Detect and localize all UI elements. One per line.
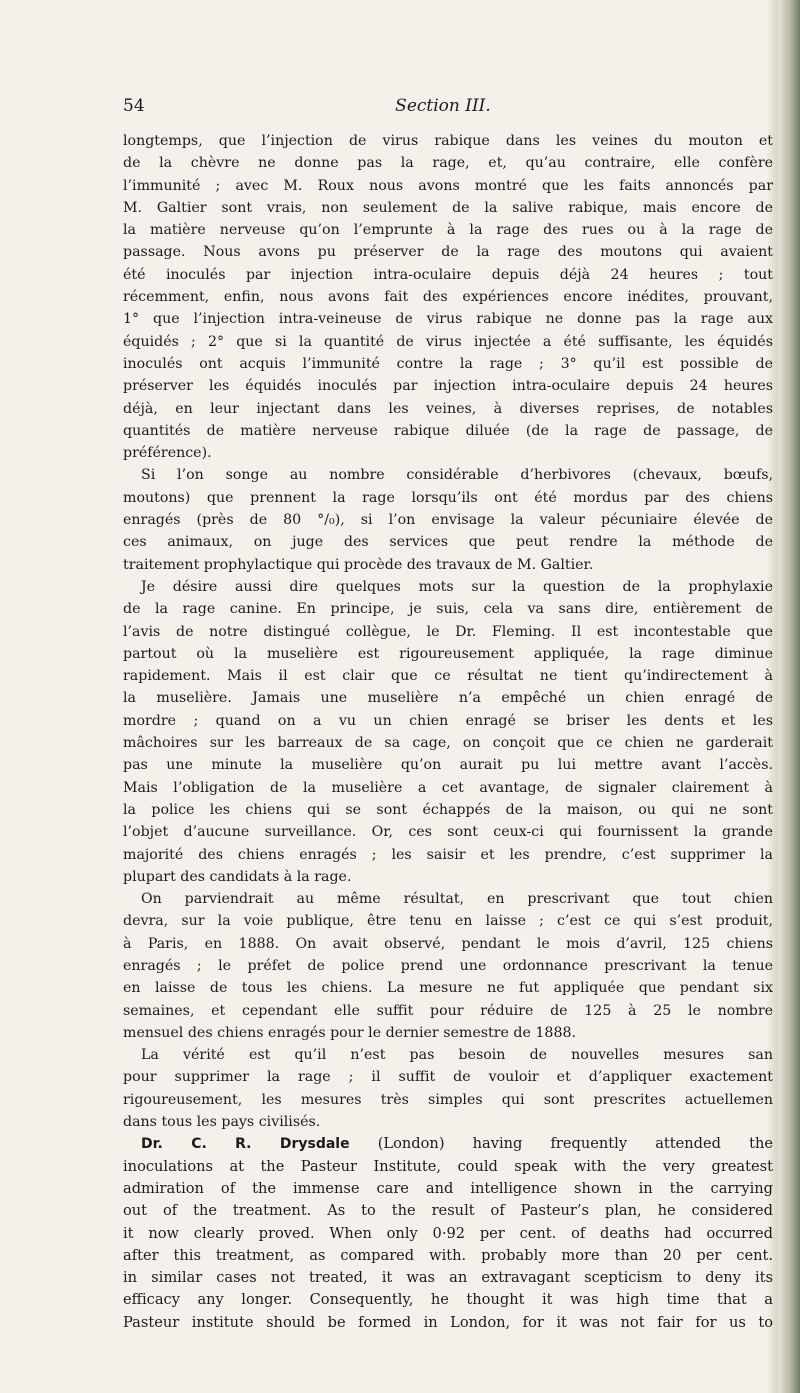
text-line: Pasteur institute should be formed in London, for it was not fair for us to [123,1313,773,1331]
text-line: à Paris, en 1888. On avait observé, pendant le mois d’avril, 125 chiens [123,935,773,952]
text-body [123,130,773,1334]
text-line: l’avis de notre distingué collègue, le Dr. Fleming. Il est incontestable que [123,623,773,640]
text-line: de la chèvre ne donne pas la rage, et, qu’au contraire, elle confère [123,155,773,172]
text-line: en laisse de tous les chiens. La mesure ne fut appliquée que pendant six [123,980,773,997]
text-line: équidés ; 2° que si la quantité de virus injectée a été suffisante, les équidés [123,333,773,350]
text-line: in similar cases not treated, it was an extravagant scepticism to deny its [123,1269,773,1287]
book-spine [778,0,800,1393]
text-line: moutons) que prennent la rage lorsqu’ils ont été mordus par des chiens [123,489,773,506]
text-line: majorité des chiens enragés ; les saisir et les prendre, c’est supprimer la [123,846,773,863]
text-line: enragés ; le préfet de police prend une ordonnance prescrivant la tenue [123,957,773,974]
text-line: préserver les équidés inoculés par injection intra-oculaire depuis 24 heures [123,378,773,395]
text-line: efficacy any longer. Consequently, he thought it was high time that a [123,1291,773,1309]
text-line: traitement prophylactique qui procède des travaux de M. Galtier. [123,556,594,573]
text-line: mordre ; quand on a vu un chien enragé se briser les dents et les [123,712,773,729]
text-line: pour supprimer la rage ; il suffit de vouloir et d’appliquer exactement [123,1069,773,1086]
running-title: Section III. [395,96,491,116]
text-line: de la rage canine. En principe, je suis, cela va sans dire, entièrement de [123,601,773,618]
speaker-line-text: (London) having frequently attended the [349,1135,773,1153]
text-line: ces animaux, on juge des services que peut rendre la méthode de [123,534,773,551]
text-line: déjà, en leur injectant dans les veines, à diverses reprises, de notables [123,400,773,417]
text-line: mâchoires sur les barreaux de sa cage, on conçoit que ce chien ne garderait [123,735,773,752]
text-line: enragés (près de 80 °/₀), si l’on envisage la valeur pécuniaire élevée de [123,512,773,529]
text-line: mensuel des chiens enragés pour le dernier semestre de 1888. [123,1024,577,1041]
text-line: 1° que l’injection intra-veineuse de virus rabique ne donne pas la rage aux [123,311,773,328]
text-line: it now clearly proved. When only 0·92 per cent. of deaths had occurred [123,1224,773,1242]
text-line: rapidement. Mais il est clair que ce résultat ne tient qu’indirectement à [123,668,773,685]
text-line: after this treatment, as compared with. probably more than 20 per cent. [123,1246,773,1264]
text-line: l’objet d’aucune surveillance. Or, ces sont ceux-ci qui fournissent la grande [123,824,773,841]
paragraph-start-line: On parviendrait au même résultat, en prescrivant que tout chien [141,891,773,908]
text-line: partout où la muselière est rigoureusement appliquée, la rage diminue [123,645,773,662]
text-line: devra, sur la voie publique, être tenu en laisse ; c’est ce qui s’est produit, [123,913,773,930]
text-line: inoculés ont acquis l’immunité contre la rage ; 3° qu’il est possible de [123,355,773,372]
text-line: plupart des candidats à la rage. [123,868,352,885]
text-line: M. Galtier sont vrais, non seulement de la salive rabique, mais encore de [123,199,773,216]
text-line: la police les chiens qui se sont échappés de la maison, ou qui ne sont [123,801,773,818]
text-line: inoculations at the Pasteur Institute, could speak with the very greatest [123,1157,773,1175]
text-line: la matière nerveuse qu’on l’emprunte à la rage des rues ou à la rage de [123,222,773,239]
text-line: Mais l’obligation de la muselière a cet avantage, de signaler clairement à [123,779,773,796]
text-line: quantités de matière nerveuse rabique diluée (de la rage de passage, de [123,422,773,439]
paragraph-start-line: Si l’on songe au nombre considérable d’herbivores (chevaux, bœufs, [141,467,773,484]
page-header [123,96,763,120]
page-number: 54 [123,96,145,116]
text-line: dans tous les pays civilisés. [123,1114,321,1131]
text-line: pas une minute la muselière qu’on aurait pu lui mettre avant l’accès. [123,757,773,774]
text-line: rigoureusement, les mesures très simples qui sont prescrites actuellemen [123,1091,773,1108]
text-line: préférence). [123,445,212,462]
text-line: été inoculés par injection intra-oculaire depuis déjà 24 heures ; tout [123,266,773,283]
text-line: out of the treatment. As to the result of Pasteur’s plan, he considered [123,1202,773,1220]
text-line: l’immunité ; avec M. Roux nous avons montré que les faits annoncés par [123,177,773,194]
text-line: semaines, et cependant elle suffit pour réduire de 125 à 25 le nombre [123,1002,773,1019]
speaker-line [123,1133,773,1155]
speaker-name: Dr. C. R. Drysdale [141,1136,350,1153]
text-line: admiration of the immense care and intelligence shown in the carrying [123,1179,773,1197]
text-line: passage. Nous avons pu préserver de la rage des moutons qui avaient [123,244,773,261]
paragraph-start-line: Je désire aussi dire quelques mots sur la question de la prophylaxie [141,578,773,595]
text-line: récemment, enfin, nous avons fait des expériences encore inédites, prouvant, [123,289,773,306]
text-line: la muselière. Jamais une muselière n’a empêché un chien enragé de [123,690,773,707]
paragraph-start-line: La vérité est qu’il n’est pas besoin de nouvelles mesures san [141,1047,773,1064]
text-line: longtemps, que l’injection de virus rabique dans les veines du mouton et [123,133,773,149]
